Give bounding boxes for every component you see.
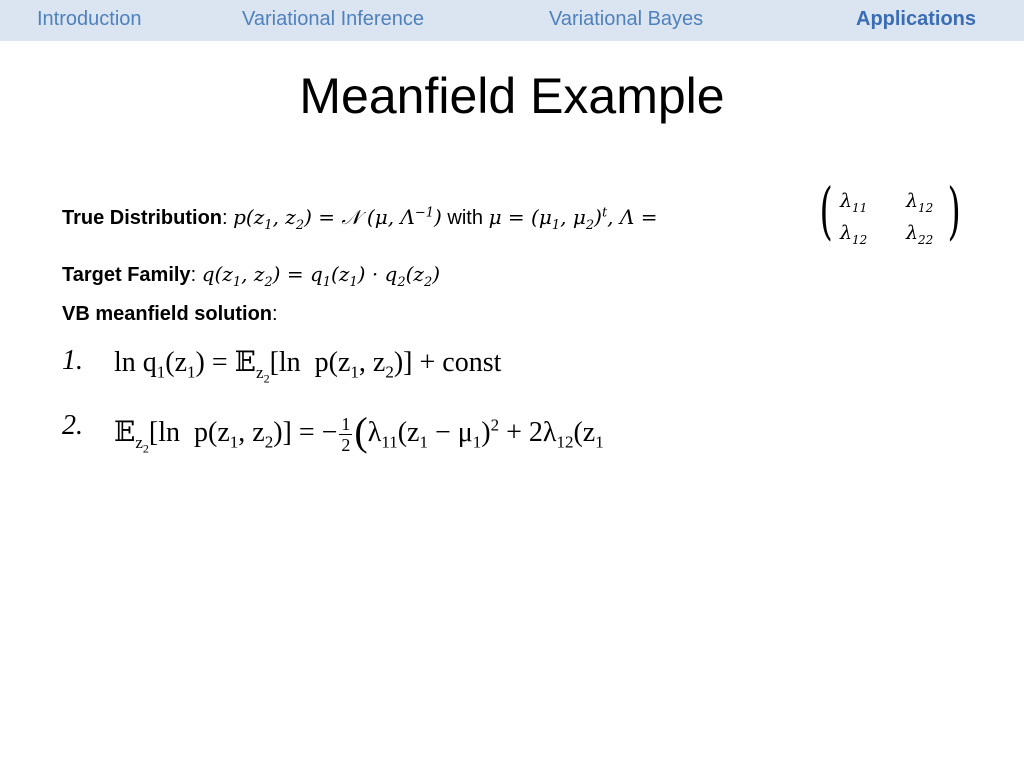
- precision-matrix: [819, 174, 961, 248]
- step-2-equation: 𝔼$_{z_2}$[ln $p(z_1$, $z_2$)] = − $\frac{1}{2}$ ($\lambda_{11}(z_1 - \mu_1)^2 + 2\lambda_{12}(z_1$: [114, 409, 604, 456]
- step-number-2: 2.: [62, 410, 83, 441]
- matrix-cell-12: $\lambda_{12}$: [906, 190, 934, 215]
- nav-variational-inference[interactable]: Variational Inference: [242, 8, 424, 30]
- step-number-1: 1.: [62, 345, 83, 376]
- target-family-line: Target Family: $q(z_1$, $z_2) = q_1(z_1) \cdot q_2(z_2)$: [62, 262, 441, 290]
- true-distribution-label: True Distribution: [62, 207, 222, 229]
- nav-variational-bayes[interactable]: Variational Bayes: [549, 8, 704, 30]
- one-half-fraction: $\frac{1}{2}$: [341, 414, 351, 456]
- matrix-right-paren: ): [947, 174, 961, 247]
- matrix-left-paren: (: [819, 174, 833, 247]
- vb-solution-line: VB meanfield solution:: [62, 303, 278, 325]
- vb-solution-label: VB meanfield solution: [62, 303, 273, 325]
- slide-title: Meanfield Example: [299, 68, 725, 124]
- target-family-label: Target Family: [62, 264, 191, 286]
- matrix-cell-22: $\lambda_{22}$: [906, 222, 934, 247]
- true-distribution-formula: $p(z_1$, $z_2$) = 𝒩 (μ, $\Lambda^{-1}$): [233, 205, 442, 233]
- mu-definition: $\mu = (\mu_1$, $\mu_2)^t$, Λ =: [488, 205, 658, 233]
- matrix-cell-21: $\lambda_{12}$: [840, 222, 868, 247]
- nav-introduction[interactable]: Introduction: [37, 8, 142, 30]
- matrix-cell-11: $\lambda_{11}$: [840, 190, 868, 215]
- target-family-formula: $q(z_1$, $z_2) = q_1(z_1) \cdot q_2(z_2)$: [201, 262, 441, 290]
- step-1-equation: $\ln q_1(z_1)$ = 𝔼$_{z_2}$[ln $p(z_1$, $z_2$)] + const: [114, 347, 502, 385]
- with-text: with: [447, 207, 483, 229]
- nav-applications[interactable]: Applications: [856, 8, 977, 30]
- section-navbar: [0, 0, 1024, 41]
- true-distribution-line: True Distribution: $p(z_1$, $z_2$) = 𝒩 (μ, $\Lambda^{-1}$) with $\mu = (\mu_1$, $\mu_2)^t$, Λ =: [62, 205, 658, 233]
